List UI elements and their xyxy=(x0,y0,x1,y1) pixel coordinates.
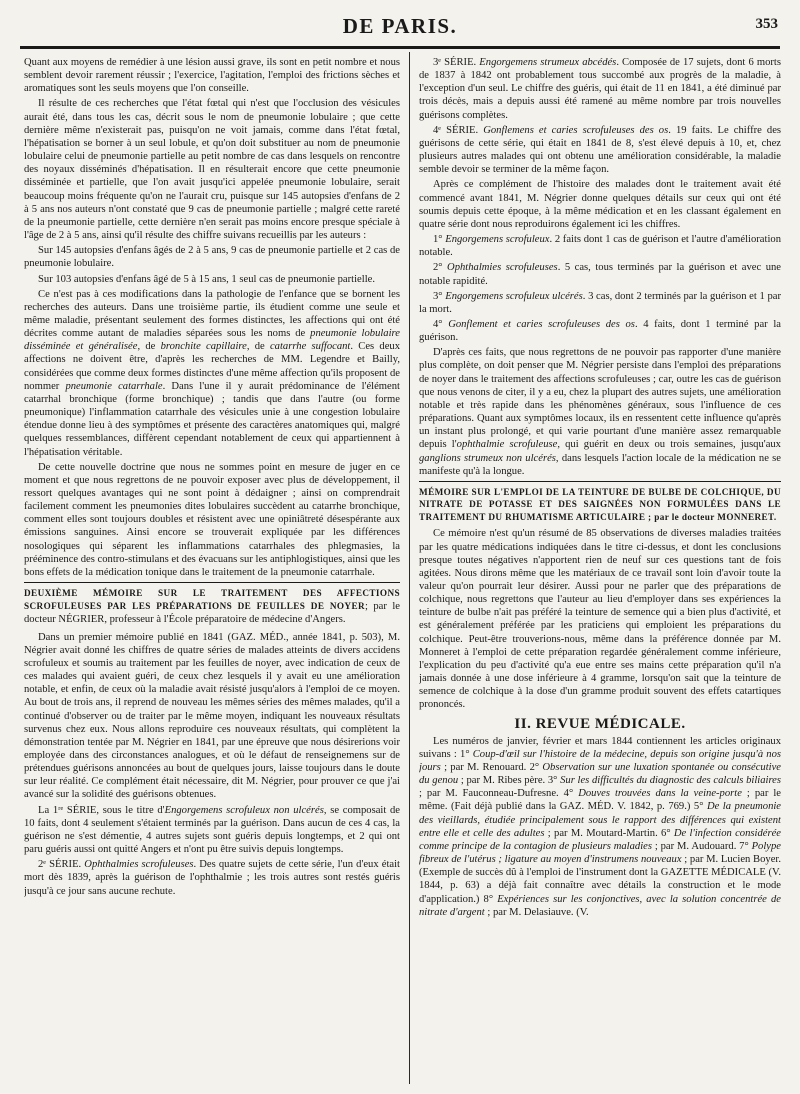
header-rule xyxy=(20,48,780,49)
column-divider xyxy=(409,52,410,1084)
list-item: 2° Ophthalmies scrofuleuses. 5 cas, tous terminés par la guérison et avec une notable rapidité. xyxy=(419,262,781,287)
right-column xyxy=(419,56,781,1088)
paragraph: Dans un premier mémoire publié en 1841 (GAZ. MÉD., année 1841, p. 503), M. Négrier avait donné les chiffres de quatre séries de malades atteints de divers accidens scrofuleux et soumis au traitement par les feuilles de noyer, avec indication de ceux de ces malades qui avaient guéri, de ceux chez lesquels il y avait eu une amélioration notable, et enfin, de ceux où la maladie avait résisté jusqu'alors à l'emploi de ce moyen. Au bout de trois ans, il reprend de nouveau les mêmes séries des mêmes malades, qu'il a continué d'observer ou de traiter par le même moyen, indiquant les nouveaux résultats survenus chez eux. Nous allons reproduire ces nouveaux résultats, qui complètent la démonstration tentée par M. Négrier en 1841, par une épreuve que nous désirerions voir employée dans des circonstances analogues, et où le défaut de renseignemens sur de prétendues guérisons annoncées au bout de quelques jours, laisse toujours dans le doute sur leur réalité. Ce complément était nécessaire, dit M. Négrier, pour prouver ce que j'ai avancé sur la solidité des guérisons obtenues. xyxy=(24,631,400,801)
paragraph: La 1ʳᵉ SÉRIE, sous le titre d'Engorgemens scrofuleux non ulcérés, se composait de 10 faits, dont 4 seulement s'étaient terminés par la guérison. Dans aucun de ces 4 cas, la guérison ne s'est démentie, 4 autres sujets sont guéris depuis longtemps, et 2 qui ont paru guéris aussi ont quitté Angers et n'ont pu être suivis depuis longtemps. xyxy=(24,804,400,856)
paragraph: 4ᵉ SÉRIE. Gonflemens et caries scrofuleuses des os. 19 faits. Le chiffre des guérisons de cette série, qui était en 1841 de 8, s'est élevé depuis à 10, et, chez plusieurs autres malades qui ont obtenu une amélioration considérable, la maladie semble devoir se terminer de la même façon. xyxy=(419,124,781,176)
paragraph: De cette nouvelle doctrine que nous ne sommes point en mesure de juger en ce moment et que nous regrettons de ne pouvoir exposer avec plus de développement, il ressort quelques avantages qui ne sont point à dédaigner ; ainsi on comprendrait facilement comment les pneumonies dites lobulaires succèdent au catarrhe bronchique, comment elles sont toujours doubles et résistent avec une opiniâtreté désespérante aux émissions sanguines. Ainsi encore se trouverait expliquée par les différences nosologiques qui séparent les inflammations catarrhales des phlegmasies, la prééminence des contro-stimulans et des évacuans sur les antiphlogistiques, ainsi que les bons effets de la médication tonique dans le traitement de la pneumonie catarrhale. xyxy=(24,461,400,578)
section-rule xyxy=(24,582,400,583)
running-title: DE PARIS. xyxy=(342,14,458,38)
page-number: 353 xyxy=(755,16,778,32)
section-heading: DEUXIÈME MÉMOIRE SUR LE TRAITEMENT DES AFFECTIONS SCROFULEUSES PAR LES PRÉPARATIONS DE FEUILLES DE NOYER; par le docteur NÉGRIER, professeur à l'École préparatoire de médecine d'Angers. xyxy=(24,588,400,626)
section-title: II. REVUE MÉDICALE. xyxy=(514,715,686,732)
left-column xyxy=(24,56,400,1088)
list-item: 4° Gonflement et caries scrofuleuses des os. 4 faits, dont 1 terminé par la guérison. xyxy=(419,318,781,344)
paragraph: Ce mémoire n'est qu'un résumé de 85 observations de diverses maladies traitées par les quatre médications indiquées dans le titre ci-dessus, et dont les conclusions presque toutes négatives n'apportent rien de neuf sur ces questions tant de fois agitées. Nous dirons même que les matériaux de ce travail sont loin d'avoir toute la valeur qu'on pourrait leur désirer. Aussi pour ne parler que des préparations de colchique, nous regrettons que l'auteur au lieu d'employer dans ses expériences la teinture de bulbe n'ait pas préféré la teinture de semence qui a bien plus d'activité, et est généralement préférée par les praticiens qui emploient les préparations du colchique. Peut-être trouverions-nous, même dans la préférence donnée par M. Monneret à l'emploi de cette préparation regardée généralement comme inférieure, l'explication du peu d'activité qu'a eue entre ses mains cette préparation qu'il n'a jamais donnée à une dose inférieure à 4 gramme, lorsqu'on sait que la teinture de semence de colchique à la dose d'un gramme produit souvent des effets catartiques prononcés. xyxy=(419,528,781,711)
paragraph: Quant aux moyens de remédier à une lésion aussi grave, ils sont en petit nombre et nous semblent devoir rarement réussir ; l'exercice, l'agitation, l'emploi des frictions sèches et aromatiques sont les seuls moyens que l'on conseille. xyxy=(24,57,400,95)
list-item: 3° Engorgemens scrofuleux ulcérés. 3 cas, dont 2 terminés par la guérison et 1 par la mort. xyxy=(419,290,781,315)
page-header xyxy=(20,10,780,48)
section-heading: MÉMOIRE SUR L'EMPLOI DE LA TEINTURE DE BULBE DE COLCHIQUE, DU NITRATE DE POTASSE ET DES SAIGNÉES NON FORMULÉES DANS LE TRAITEMENT DU RHUMATISME ARTICULAIRE ; par le docteur MONNERET. xyxy=(419,486,781,522)
paragraph: 3ᵉ SÉRIE. Engorgemens strumeux abcédés. Composée de 17 sujets, dont 6 morts de 1837 à 1842 ont probablement tous succombé aux progrès de la maladie, à l'exception d'un seul. Le chiffre des guéris, qui était de 11 en 1841, a été diminué par trois décès, mais a depuis aussi été ramené au même nombre par trois nouvelles guérisons complètes. xyxy=(419,57,781,121)
paragraph: 2ᵉ SÉRIE. Ophthalmies scrofuleuses. Des quatre sujets de cette série, l'un d'eux était mort dès 1839, après la guérison de l'ophthalmie ; les trois autres sont restés guéris jusqu'à ce jour sans aucune rechute. xyxy=(24,859,400,897)
paragraph: Après ce complément de l'histoire des malades dont le traitement avait été commencé avant 1841, M. Négrier donne quelques détails sur ceux qui ont été soumis depuis cette époque, à la même médication et en les classant également en quatre série dont nous reproduirons également ici les chiffres. xyxy=(419,179,781,230)
paragraph: Sur 103 autopsies d'enfans âgé de 5 à 15 ans, 1 seul cas de pneumonie partielle. xyxy=(38,273,375,285)
paragraph: Les numéros de janvier, février et mars 1844 contiennent les articles originaux suivans : 1° Coup-d'œil sur l'histoire de la médecine, depuis son origine jusqu'à nos jours ; par M. Renouard. 2° Observation sur une luxation spontanée ou consécutive du genou ; par M. Ribes père. 3° Sur les difficultés du diagnostic des calculs biliaires ; par M. Fauconneau-Dufresne. 4° Douves trouvées dans la veine-porte ; par le même. (Fait déjà publié dans la GAZ. MÉD. V. 1842, p. 769.) 5° De la pneumonie des vieillards, étudiée principalement sous le rapport des différences qui existent entre elle et celle des adultes ; par M. Moutard-Martin. 6° De l'infection considérée comme principe de la contagion de plusieurs maladies ; par M. Audouard. 7° Polype fibreux de l'utérus ; ligature au moyen d'instrumens nouveaux ; par M. Lucien Boyer. (Exemple de succès dû à l'emploi de l'instrument dont la GAZETTE MÉDICALE (V. 1844, p. 63) a déjà fait connaître avec détails la construction et le mode d'application.) 8° Expériences sur les conjonctives, avec la solution concentrée de nitrate d'argent ; par M. Delasiauve. (V. xyxy=(419,735,781,918)
paragraph: D'après ces faits, que nous regrettons de ne pouvoir pas rapporter d'une manière plus complète, on doit penser que M. Négrier persiste dans l'emploi des préparations de noyer dans le traitement des affections scrofuleuses ; car, outre les cas de guérison que nous venons de citer, il y a eu, chez la plupart des autres sujets, une amélioration notable et très rapide dans les phénomènes généraux, sous l'influence de ces préparations. Quant aux symptômes locaux, ils en ressentent cette influence qu'après un instant plus prolongé, et qui varie pourtant d'une manière assez remarquable depuis l'ophthalmie scrofuleuse, qui guérit en deux ou trois semaines, jusqu'aux ganglions strumeux non ulcérés, dans lesquels l'action locale de la médication ne se manifeste qu'à la longue. xyxy=(419,347,781,477)
paragraph: Il résulte de ces recherches que l'état fœtal qui n'est que l'occlusion des vésicules aurait été, dans tous les cas, décrit sous le nom de pneumonie lobulaire ; que cette dernière même n'existerait pas, puisqu'on ne voit jamais, comme dans l'état fœtal, l'hépatisation se borner à un seul lobule, et qu'on doit substituer au nom de pneumonie lobulaire celui de pneumonie partielle au petit nombre de cas dans lesquels on rencontre des noyaux disséminés d'hépatisation. Il en résulterait encore que cette pneumonie disséminée et partielle, que l'on avait jusqu'ici appelée pneumonie lobulaire, serait beaucoup moins fréquente qu'on ne l'aurait cru, puisque sur 145 autopsies d'enfans de 2 à 5 ans nos auteurs n'ont constaté que 9 cas de pneumonie partielle ; malgré cette rareté de la pneumonie partielle, cette dernière n'en serait pas moins encore presque spéciale à l'âge de 2 à 5 ans, ainsi qu'il résulte des chiffre suivans recueillis par les auteurs : xyxy=(24,98,400,242)
paragraph: Sur 145 autopsies d'enfans âgés de 2 à 5 ans, 9 cas de pneumonie partielle et 2 cas de pneumonie lobulaire. xyxy=(24,245,400,270)
list-item: 1° Engorgemens scrofuleux. 2 faits dont 1 cas de guérison et l'autre d'amélioration notable. xyxy=(419,234,781,259)
paragraph: Ce n'est pas à ces modifications dans la pathologie de l'enfance que se bornent les recherches des auteurs. Dans une troisième partie, ils étudient comme une seule et même maladie, présentant seulement des formes distinctes, les affections qui ont été décrites comme autant de maladies séparées sous les noms de pneumonie lobulaire disséminée et généralisée, de bronchite capillaire, de catarrhe suffocant. Ces deux affections ne doivent être, d'après les recherches de MM. Legendre et Bailly, considérées que comme deux formes distinctes d'une même affection qu'ils proposent de nommer pneumonie catarrhale. Dans l'une il y aurait prédominance de l'élément catarrhal bronchique (forme bronchique) ; tandis que dans l'autre (ou forme pneumonique) l'inflammation catarrhale des vésicules unie à une congestion lobulaire étendue donne lieu à des symptômes et présente des caractères anatomiques qui, malgré quelques ressemblances, diffèrent cependant notablement de ceux qui appartiennent à l'hépatisation véritable. xyxy=(24,288,400,458)
section-rule xyxy=(419,481,781,482)
